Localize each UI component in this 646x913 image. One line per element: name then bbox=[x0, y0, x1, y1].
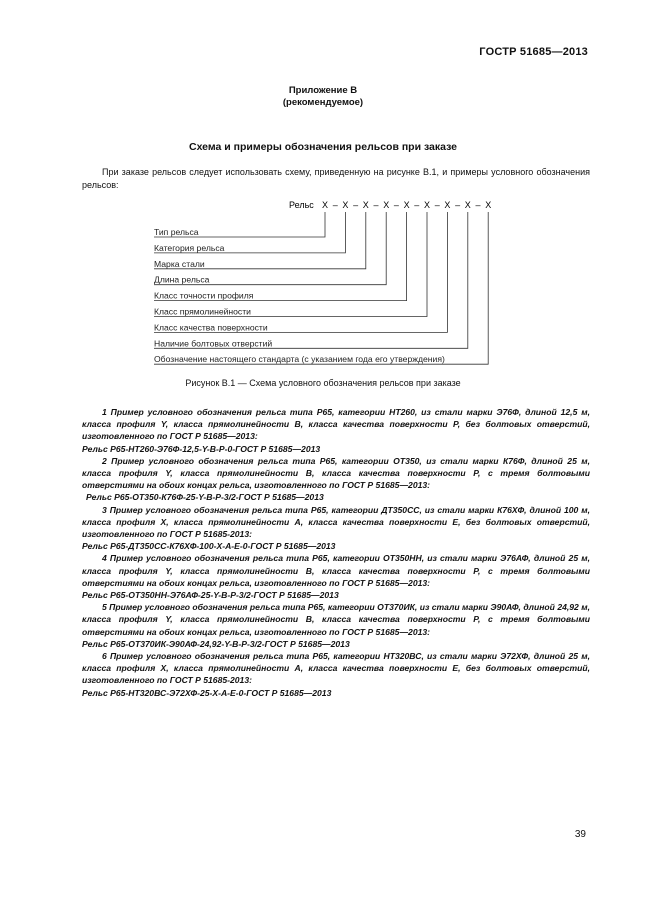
example-item bbox=[82, 552, 590, 601]
page-number: 39 bbox=[574, 829, 586, 840]
scheme-separator: – bbox=[475, 200, 481, 210]
example-designation: Рельс Р65-ДТ350СС-К76ХФ-100-Х-А-Е-0-ГОСТ Р 51685—2013 bbox=[82, 541, 336, 552]
appendix-title: Приложение В bbox=[288, 85, 358, 96]
example-description: 6 Пример условного обозначения рельса типа Р65, категории НТ320ВС, из стали марки Э72ХФ, длиной 25 м, класса профиля Х, класса прямолинейности А, класса качества поверхности Е, без болтовых отверстий, изготовленного по ГОСТ Р 51685-2013: bbox=[82, 651, 590, 686]
scheme-separator: – bbox=[393, 200, 399, 210]
scheme-position-mark: Х bbox=[444, 200, 451, 210]
example-item bbox=[82, 504, 590, 553]
scheme-position-mark: Х bbox=[485, 200, 492, 210]
example-description: 3 Пример условного обозначения рельса типа Р65, категории ДТ350СС, из стали марки К76ХФ, длиной 100 м, класса профиля Х, класса прямолинейности А, класса качества поверхности Е, без болтовых отверстий, изготовленного по ГОСТ Р 51685-2013: bbox=[82, 504, 590, 540]
scheme-separator: – bbox=[455, 200, 461, 210]
scheme-separator: – bbox=[373, 200, 379, 210]
example-designation: Рельс Р65-ОТ350НН-Э76АФ-25-Y-В-Р-3/2-ГОСТ Р 51685—2013 bbox=[82, 590, 339, 601]
example-description: 1 Пример условного обозначения рельса типа Р65, категории НТ260, из стали марки Э76Ф, длиной 12,5 м, класса профиля Y, класса прямолинейности В, класса качества поверхности Р, без болтовых отверстий, изготовленного по ГОСТ Р 51685—2013: bbox=[82, 407, 590, 442]
example-description: 5 Пример условного обозначения рельса типа Р65, категории ОТ370ИК, из стали марки Э90АФ, длиной 24,92 м, класса профиля Y, класса прямолинейности В, класса качества поверхности Р, с тремя болтовыми отверстиями на обоих концах рельса, изготовленного по ГОСТ Р 51685—2013: bbox=[82, 602, 590, 637]
scheme-item-label: Класс точности профиля bbox=[154, 290, 254, 301]
scheme-item-label: Наличие болтовых отверстий bbox=[154, 338, 273, 349]
scheme-head-label: Рельс bbox=[289, 200, 314, 210]
scheme-item-label: Категория рельса bbox=[154, 242, 225, 253]
scheme-separator: – bbox=[414, 200, 420, 210]
scheme-item-label: Класс прямолинейности bbox=[154, 306, 251, 317]
scheme-position-mark: Х bbox=[362, 200, 369, 210]
scheme-item-label: Тип рельса bbox=[154, 227, 199, 237]
scheme-position-mark: Х bbox=[321, 200, 329, 210]
scheme-item-label: Длина рельса bbox=[154, 274, 210, 285]
scheme-position-mark: Х bbox=[403, 200, 410, 210]
designation-scheme-diagram bbox=[0, 190, 646, 370]
figure-caption: Рисунок В.1 — Схема условного обозначения рельсов при заказе bbox=[185, 378, 461, 388]
example-designation: Рельс Р65-НТ260-Э76Ф-12,5-Y-В-Р-0-ГОСТ Р 51685—2013 bbox=[82, 443, 321, 454]
scheme-position-mark: Х bbox=[423, 200, 431, 210]
example-item bbox=[82, 601, 590, 650]
scheme-separator: – bbox=[332, 200, 338, 210]
appendix-status: (рекомендуемое) bbox=[282, 97, 364, 108]
scheme-item-label: Обозначение настоящего стандарта (с указанием года его утверждения) bbox=[154, 354, 445, 365]
scheme-item-label: Класс качества поверхности bbox=[154, 322, 268, 333]
scheme-leader-line bbox=[154, 212, 407, 301]
scheme-position-mark: Х bbox=[464, 200, 471, 210]
section-title: Схема и примеры обозначения рельсов при заказе bbox=[188, 141, 458, 153]
example-description: 4 Пример условного обозначения рельса типа Р65, категории ОТ350НН, из стали марки Э76АФ, длиной 25 м, класса профиля Y, класса прямолинейности В, класса качества поверхности Р, с тремя болтовыми отверстиями на обоих концах рельса, изготовленного по ГОСТ Р 51685—2013: bbox=[82, 553, 590, 588]
example-description: 2 Пример условного обозначения рельса типа Р65, категории ОТ350, из стали марки К76Ф, длиной 25 м, класса профиля Y, класса прямолинейности В, класса качества поверхности Р, с тремя болтовыми отверстиями на обоих концах рельса, изготовленного по ГОСТ Р 51685—2013: bbox=[82, 455, 590, 491]
example-item bbox=[82, 455, 590, 504]
example-designation: Рельс Р65-ОТ350-К76Ф-25-Y-В-Р-3/2-ГОСТ Р 51685—2013 bbox=[86, 492, 324, 503]
scheme-position-mark: Х bbox=[383, 200, 390, 210]
example-designation: Рельс Р65-НТ320ВС-Э72ХФ-25-Х-А-Е-0-ГОСТ Р 51685—2013 bbox=[82, 687, 332, 698]
example-item bbox=[82, 406, 590, 455]
scheme-separator: – bbox=[434, 200, 440, 210]
example-designation: Рельс Р65-ОТ370ИК-Э90АФ-24,92-Y-В-Р-3/2-ГОСТ Р 51685—2013 bbox=[82, 638, 350, 649]
intro-paragraph: При заказе рельсов следует использовать схему, приведенную на рисунке В.1, и примеры условного обозначения рельсов: bbox=[82, 167, 590, 190]
scheme-separator: – bbox=[353, 200, 359, 210]
scheme-position-mark: Х bbox=[342, 200, 349, 210]
example-item bbox=[82, 650, 590, 699]
examples-list bbox=[82, 406, 590, 699]
document-header: ГОСТР 51685—2013 bbox=[479, 46, 588, 58]
scheme-item-label: Марка стали bbox=[154, 258, 205, 269]
